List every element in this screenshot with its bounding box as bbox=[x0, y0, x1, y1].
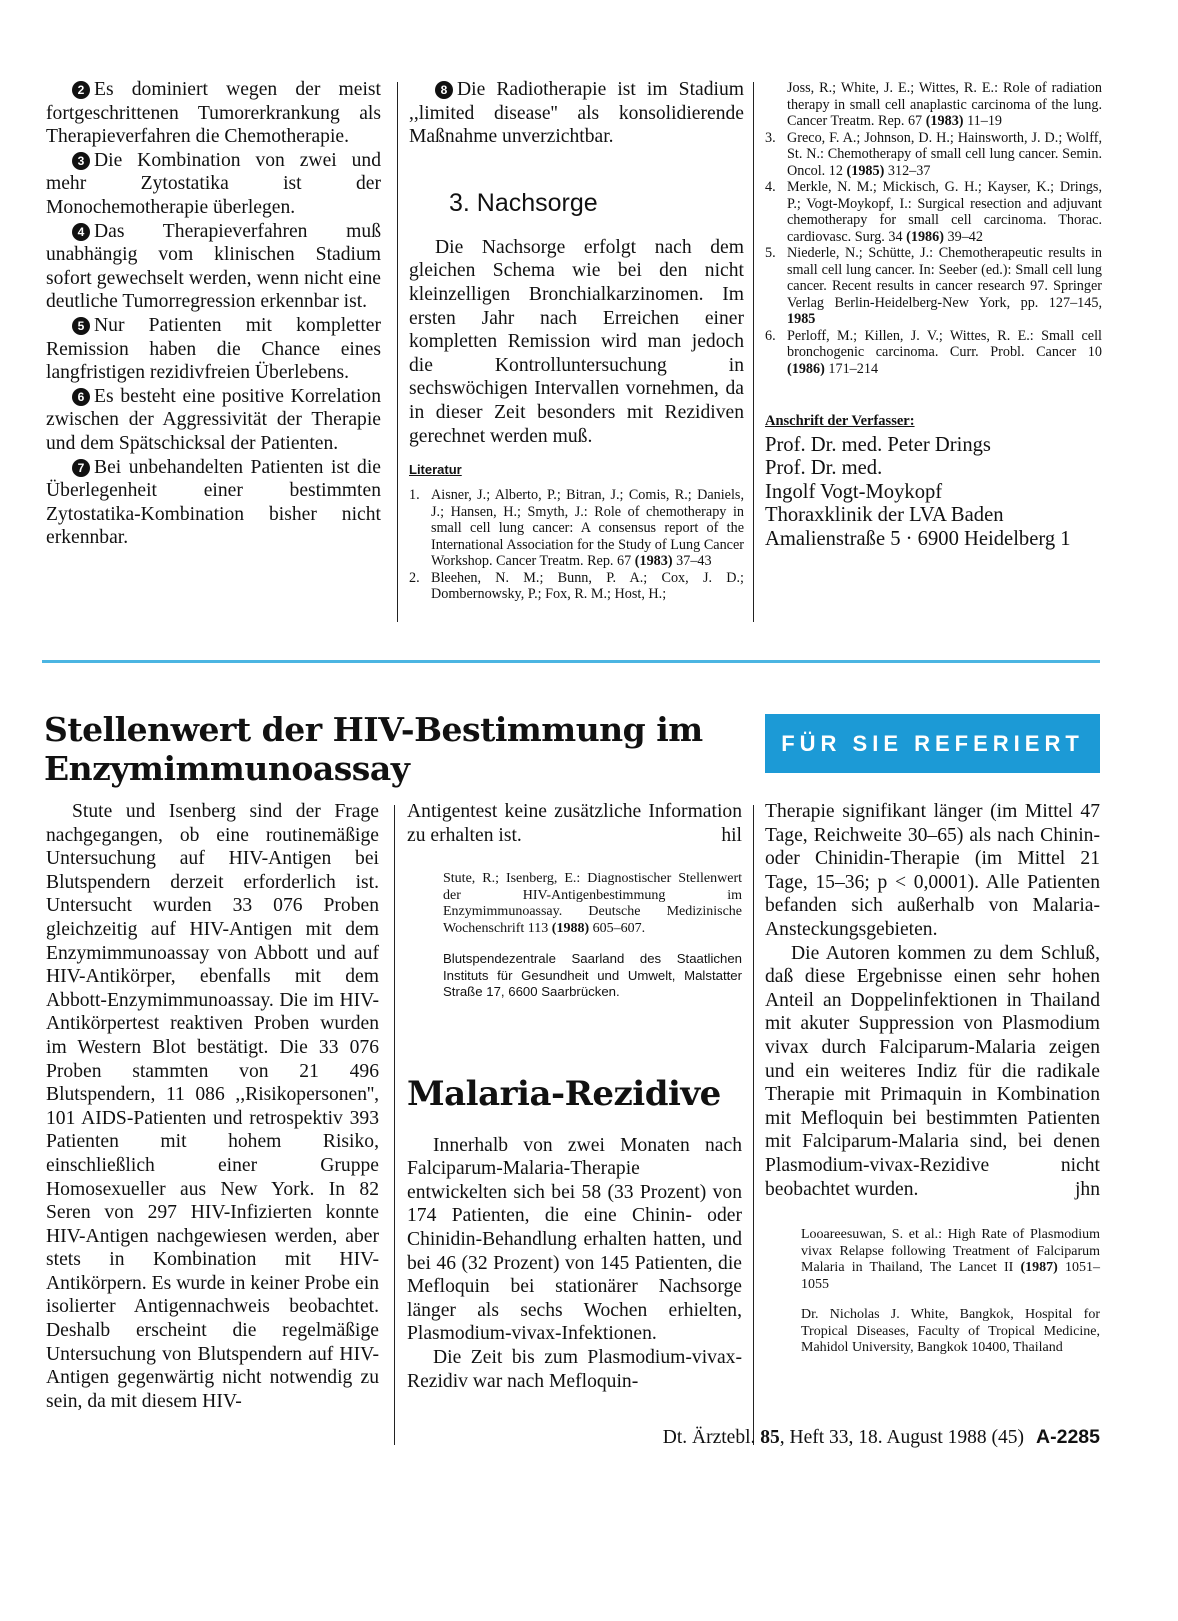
number-5-icon: 5 bbox=[72, 317, 90, 335]
column-rule bbox=[753, 805, 754, 1445]
reference-item: 3. Greco, F. A.; Johnson, D. H.; Hainsworth, J. D.; Wolff, St. N.: Chemotherapy of small cell lung cancer. Semin. Oncol. 12 (1985) 312–37 bbox=[765, 129, 1102, 179]
number-8-icon: 8 bbox=[435, 81, 453, 99]
top-column-3 bbox=[765, 80, 1102, 551]
address-line: Ingolf Vogt-Moykopf bbox=[765, 480, 943, 503]
hiv-institution: Blutspendezentrale Saarland des Staatlichen Instituts für Gesundheit und Umwelt, Malstatter Straße 17, 6600 Saarbrücken. bbox=[443, 951, 742, 1000]
therapy-item-4: 4 Das Therapieverfahren muß unabhängig vom klinischen Stadium sofort gewechselt werden, wenn nicht eine deutliche Tumorregression erkennbar ist. bbox=[46, 220, 381, 313]
page-number: A-2285 bbox=[1036, 1426, 1100, 1448]
address-line: Thoraxklinik der LVA Baden bbox=[765, 504, 1004, 527]
number-6-icon: 6 bbox=[72, 388, 90, 406]
reference-2-continued: Joss, R.; White, J. E.; Wittes, R. E.: Role of radiation therapy in small cell anaplastic carcinoma of the lung. Cancer Treatm. Rep. 67 (1983) 11–19 bbox=[787, 80, 1102, 129]
section-title: 3. Nachsorge bbox=[449, 188, 598, 217]
reference-item: 5. Niederle, N.; Schütte, J.: Chemotherapeutic results in small cell lung cancer. In: Seeber (ed.): Small cell lung cancer. Recent results in cancer research 97. Springer Verlag Berlin-Heidelberg-New York, pp. 127–145, 1985 bbox=[765, 245, 1102, 327]
hiv-citation: Stute, R.; Isenberg, E.: Diagnostischer Stellenwert der HIV-Antigenbestimmung im Enzymimmunoassay. Deutsche Medizinische Wochenschrift 113 (1988) 605–607. bbox=[443, 871, 742, 936]
section-divider bbox=[42, 660, 1100, 663]
address-heading: Anschrift der Verfasser: bbox=[765, 413, 915, 429]
hiv-signature: hil bbox=[721, 824, 742, 846]
column-rule bbox=[397, 82, 398, 622]
therapy-item-6: 6 Es besteht eine positive Korrelation zwischen der Aggressivität der Therapie und dem Spätschicksal der Patienten. bbox=[46, 385, 381, 454]
column-rule bbox=[753, 82, 754, 622]
number-3-icon: 3 bbox=[72, 152, 90, 170]
number-4-icon: 4 bbox=[72, 223, 90, 241]
reference-item: 6. Perloff, M.; Killen, J. V.; Wittes, R. E.: Small cell bronchogenic carcinoma. Curr. Probl. Cancer 10 (1986) 171–214 bbox=[765, 327, 1102, 377]
malaria-body-col3: Therapie signifikant länger (im Mittel 47 Tage, Reichweite 30–65) als nach Chinin- oder Chinidin-Therapie (im Mittel 21 Tage, 15–36; p < 0,0001). Alle Patienten befanden sich außerhalb von Malaria-Ansteckungsgebieten. Die Autoren kommen zu dem Schluß, daß diese Ergebnisse einen sehr hohen Anteil an Doppelinfektionen in Thailand mit akuter Suppression von Plasmodium vivax durch Falciparum-Malaria zeigen und ein weiteres Indiz für die radikale Therapie mit Primaquin in Kombination mit Mefloquin bei bestimmten Patienten mit Falciparum-Malaria sind, bei denen Plasmodium-vivax-Rezidive nicht beobachtet wurden. jhn Looareesuwan, S. et al.: High Rate of Plasmodium vivax Relapse following Treatment of Falciparum Malaria in Thailand, The Lancet II (1987) 1051–1055 Dr. Nicholas J. White, Bangkok, Hospital for Tropical Diseases, Faculty of Tropical Medicine, Mahidol University, Bangkok 10400, Thailand bbox=[765, 801, 1100, 1356]
therapy-item-3: 3 Die Kombination von zwei und mehr Zytostatika ist der Monochemotherapie überlegen. bbox=[46, 149, 381, 218]
address-line: Amalienstraße 5 · 6900 Heidelberg 1 bbox=[765, 527, 1071, 550]
nachsorge-paragraph: Die Nachsorge erfolgt nach dem gleichen Schema wie bei den nicht kleinzelligen Bronchialkarzinomen. Im ersten Jahr nach Erreichen einer kompletten Remission wird man jedoch die Kontrolluntersuchung in sechswöchigen Intervallen vornehmen, da in dieser Zeit besonders mit Rezidiven gerechnet werden muß. bbox=[409, 236, 744, 447]
reference-item: 4. Merkle, N. M.; Mickisch, G. H.; Kayser, K.; Drings, P.; Vogt-Moykopf, I.: Surgical resection and adjuvant chemotherapy for small cell carcinoma. Thorac. cardiovasc. Surg. 34 (1986) 39–42 bbox=[765, 179, 1102, 245]
address-line: Prof. Dr. med. bbox=[765, 457, 883, 480]
therapy-item-7: 7 Bei unbehandelten Patienten ist die Überlegenheit einer bestimmten Zytostatika-Kombination bisher nicht erkennbar. bbox=[46, 456, 381, 549]
hiv-body-col1: Stute und Isenberg sind der Frage nachgegangen, ob eine routinemäßige Untersuchung auf HIV-Antigen bei Blutspendern derzeit erforderlich ist. Untersucht wurden 33 076 Proben gleichzeitig auf HIV-Antigen mit dem Enzymimmunoassay von Abbott und auf HIV-Antikörper, ebenfalls mit dem Abbott-Enzymimmunoassay. Die im HIV-Antikörpertest reaktiven Proben wurden im Western Blot bestätigt. Die 33 076 Proben stammten von 21 496 Blutspendern, 11 086 ,,Risikopersonen'', 101 AIDS-Patienten und retrospektiv 393 Patienten mit hohem Risiko, einschließlich einer Gruppe Homosexueller aus New York. In 82 Seren von 297 HIV-Infizierten konnte HIV-Antigen nachgewiesen werden, aber stets in Kombination mit HIV-Antikörpern. Es wurde in keiner Probe ein isolierter Antigennachweis beobachtet. Deshalb erscheint die regelmäßige Untersuchung von Blutspendern auf HIV-Antigen gegenwärtig nicht notwendig zu sein, da mit diesem HIV- bbox=[46, 801, 379, 1412]
number-2-icon: 2 bbox=[72, 81, 90, 99]
hiv-headline: Stellenwert der HIV-Bestimmung im Enzymimmunoassay bbox=[44, 710, 703, 788]
fuer-sie-referiert-badge: FÜR SIE REFERIERT bbox=[765, 714, 1100, 773]
top-column-1 bbox=[46, 78, 381, 550]
reference-item: 2. Bleehen, N. M.; Bunn, P. A.; Cox, J. D.; Dombernowsky, P.; Fox, R. M.; Host, H.; bbox=[409, 569, 744, 603]
malaria-citation: Looareesuwan, S. et al.: High Rate of Plasmodium vivax Relapse following Treatment of Falciparum Malaria in Thailand, The Lancet II (1987) 1051–1055 bbox=[801, 1227, 1100, 1292]
malaria-author-address: Dr. Nicholas J. White, Bangkok, Hospital for Tropical Diseases, Faculty of Tropical Medicine, Mahidol University, Bangkok 10400, Thailand bbox=[801, 1307, 1100, 1356]
therapy-item-2: 2 Es dominiert wegen der meist fortgeschrittenen Tumorerkrankung als Therapieverfahren die Chemotherapie. bbox=[46, 79, 381, 148]
therapy-item-5: 5 Nur Patienten mit kompletter Remission haben die Chance eines langfristigen rezidivfreien Überlebens. bbox=[46, 314, 381, 384]
number-7-icon: 7 bbox=[72, 459, 90, 477]
malaria-headline: Malaria-Rezidive bbox=[407, 1073, 721, 1114]
top-column-2 bbox=[409, 78, 744, 603]
malaria-signature: jhn bbox=[1074, 1178, 1100, 1200]
column-rule bbox=[394, 805, 395, 1445]
literatur-heading: Literatur bbox=[409, 462, 462, 478]
author-address bbox=[765, 434, 1102, 551]
malaria-body-col2: Innerhalb von zwei Monaten nach Falciparum-Malaria-Therapie entwickelten sich bei 58 (33 Prozent) von 174 Patienten, die eine Chinin- oder Chinidin-Behandlung erhalten hatten, und bei 46 (32 Prozent) von 145 Patienten, die Mefloquin bei stationärer Nachsorge länger als sechs Wochen erhielten, Plasmodium-vivax-Infektionen. Die Zeit bis zum Plasmodium-vivax-Rezidiv war nach Mefloquin- bbox=[407, 1134, 742, 1392]
page-footer: Dt. Ärztebl. 85, Heft 33, 18. August 1988 (45) A-2285 bbox=[662, 1426, 1100, 1448]
reference-item: 1. Aisner, J.; Alberto, P.; Bitran, J.; Comis, R.; Daniels, J.; Hansen, H.; Smyth, J.: Role of chemotherapy in small cell lung cancer: A consensus report of the International Association for the Study of Lung Cancer Workshop. Cancer Treatm. Rep. 67 (1983) 37–43 bbox=[409, 487, 744, 570]
address-line: Prof. Dr. med. Peter Drings bbox=[765, 434, 991, 456]
reference-list bbox=[765, 130, 1102, 378]
reference-list bbox=[409, 487, 744, 603]
hiv-body-col2: Antigentest keine zusätzliche Information zu erhalten ist. hil Stute, R.; Isenberg, E.: Diagnostischer Stellenwert der HIV-Antigenbestimmung im Enzymimmunoassay. Deutsche Medizinische Wochenschrift 113 (1988) 605–607. Blutspendezentrale Saarland des Staatlichen Instituts für Gesundheit und Umwelt, Malstatter Straße 17, 6600 Saarbrücken. Malaria-Rezidive Innerhalb von zwei Monaten nach Falciparum-Malaria-Therapie entwickelten sich bei 58 (33 Prozent) von 174 Patienten, die eine Chinin- oder Chinidin-Behandlung erhalten hatten, und bei 46 (32 Prozent) von 145 Patienten, die Mefloquin bei stationärer Nachsorge länger als sechs Wochen erhielten, Plasmodium-vivax-Infektionen. Die Zeit bis zum Plasmodium-vivax-Rezidiv war nach Mefloquin- bbox=[407, 801, 742, 1392]
therapy-item-8: 8 Die Radiotherapie ist im Stadium ,,limited disease'' als konsolidierende Maßnahme unverzichtbar. bbox=[409, 79, 744, 148]
